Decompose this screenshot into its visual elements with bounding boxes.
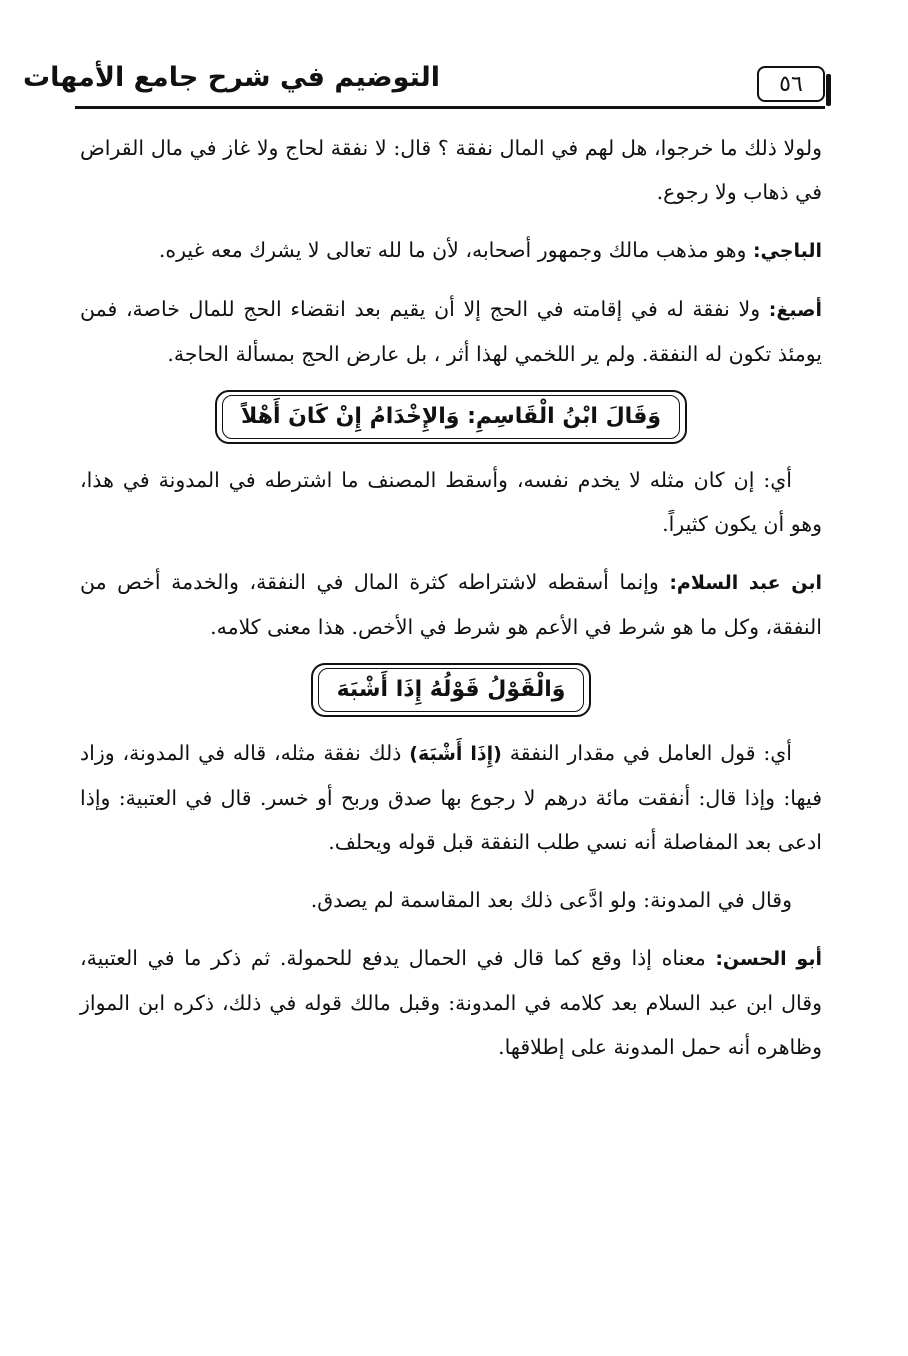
paragraph-3-text: ولا نفقة له في إقامته في الحج إلا أن يقيم بعد انقضاء الحج للمال خاصة، فمن يومئذ تكون له النفقة. ولم ير اللخمي لهذا أثر ، بل عارض الحج بمسألة الحاجة. [80, 297, 822, 366]
paragraph-6-lead: أي: قول العامل في مقدار النفقة [501, 741, 793, 765]
speaker-abu-alhasan: أبو الحسن: [715, 948, 822, 970]
paragraph-4: أي: إن كان مثله لا يخدم نفسه، وأسقط المصنف ما اشترطه في المدونة في هذا، وهو أن يكون كثيراً. [80, 468, 822, 536]
paragraph-1: ولولا ذلك ما خرجوا، هل لهم في المال نفقة ؟ قال: لا نفقة لحاج ولا غاز في مال القراض في ذهاب ولا رجوع. [80, 136, 822, 204]
header-rule [75, 106, 825, 109]
matn-frame-1 [80, 390, 822, 444]
paragraph-8 [80, 936, 822, 1069]
page-number: ٥٦ [757, 66, 825, 102]
speaker-baji: الباجي: [752, 240, 822, 262]
speaker-ibn-abd-alsalam: ابن عبد السلام: [669, 572, 822, 594]
speaker-asbagh: أصبغ: [768, 299, 822, 321]
matn-text-1: وَقَالَ ابْنُ الْقَاسِمِ: وَالإِخْدَامُ إِنْ كَانَ أَهْلاً [222, 395, 680, 439]
paragraph-7: وقال في المدونة: ولو ادَّعى ذلك بعد المقاسمة لم يصدق. [310, 888, 792, 912]
paragraph-8-text: معناه إذا وقع كما قال في الحمال يدفع للحمولة. ثم ذكر ما في العتبية، وقال ابن عبد السلام بعد كلامه في المدونة: وقبل مالك قوله في ذلك، ذكره ابن المواز وظاهره أنه حمل المدونة على إطلاقها. [80, 946, 822, 1059]
paragraph-2 [80, 228, 822, 273]
page-body [80, 126, 822, 1083]
paragraph-5-text: وإنما أسقطه لاشتراطه كثرة المال في النفقة، والخدمة أخص من النفقة، وكل ما هو شرط في الأعم هو شرط في الأخص. هذا معنى كلامه. [80, 570, 822, 639]
paragraph-6-text: ذلك نفقة مثله، قاله في المدونة، وزاد فيها: وإذا قال: أنفقت مائة درهم لا رجوع بها صدق وربح أو خسر. قال في العتبية: وإذا ادعى بعد المفاصلة أنه نسي طلب النفقة قبل قوله ويحلف. [80, 741, 822, 854]
paragraph-6 [80, 731, 822, 864]
matn-frame-2 [80, 663, 822, 717]
paragraph-3 [80, 287, 822, 376]
paragraph-2-text: وهو مذهب مالك وجمهور أصحابه، لأن ما لله تعالى لا يشرك معه غيره. [158, 238, 753, 262]
book-title: التوضيم في شرح جامع الأمهات [23, 62, 440, 93]
page-header [23, 62, 825, 112]
matn-quote: (إِذَا أَشْبَهَ) [409, 743, 502, 765]
paragraph-5 [80, 560, 822, 649]
matn-text-2: وَالْقَوْلُ قَوْلُهُ إِذَا أَشْبَهَ [318, 668, 585, 712]
